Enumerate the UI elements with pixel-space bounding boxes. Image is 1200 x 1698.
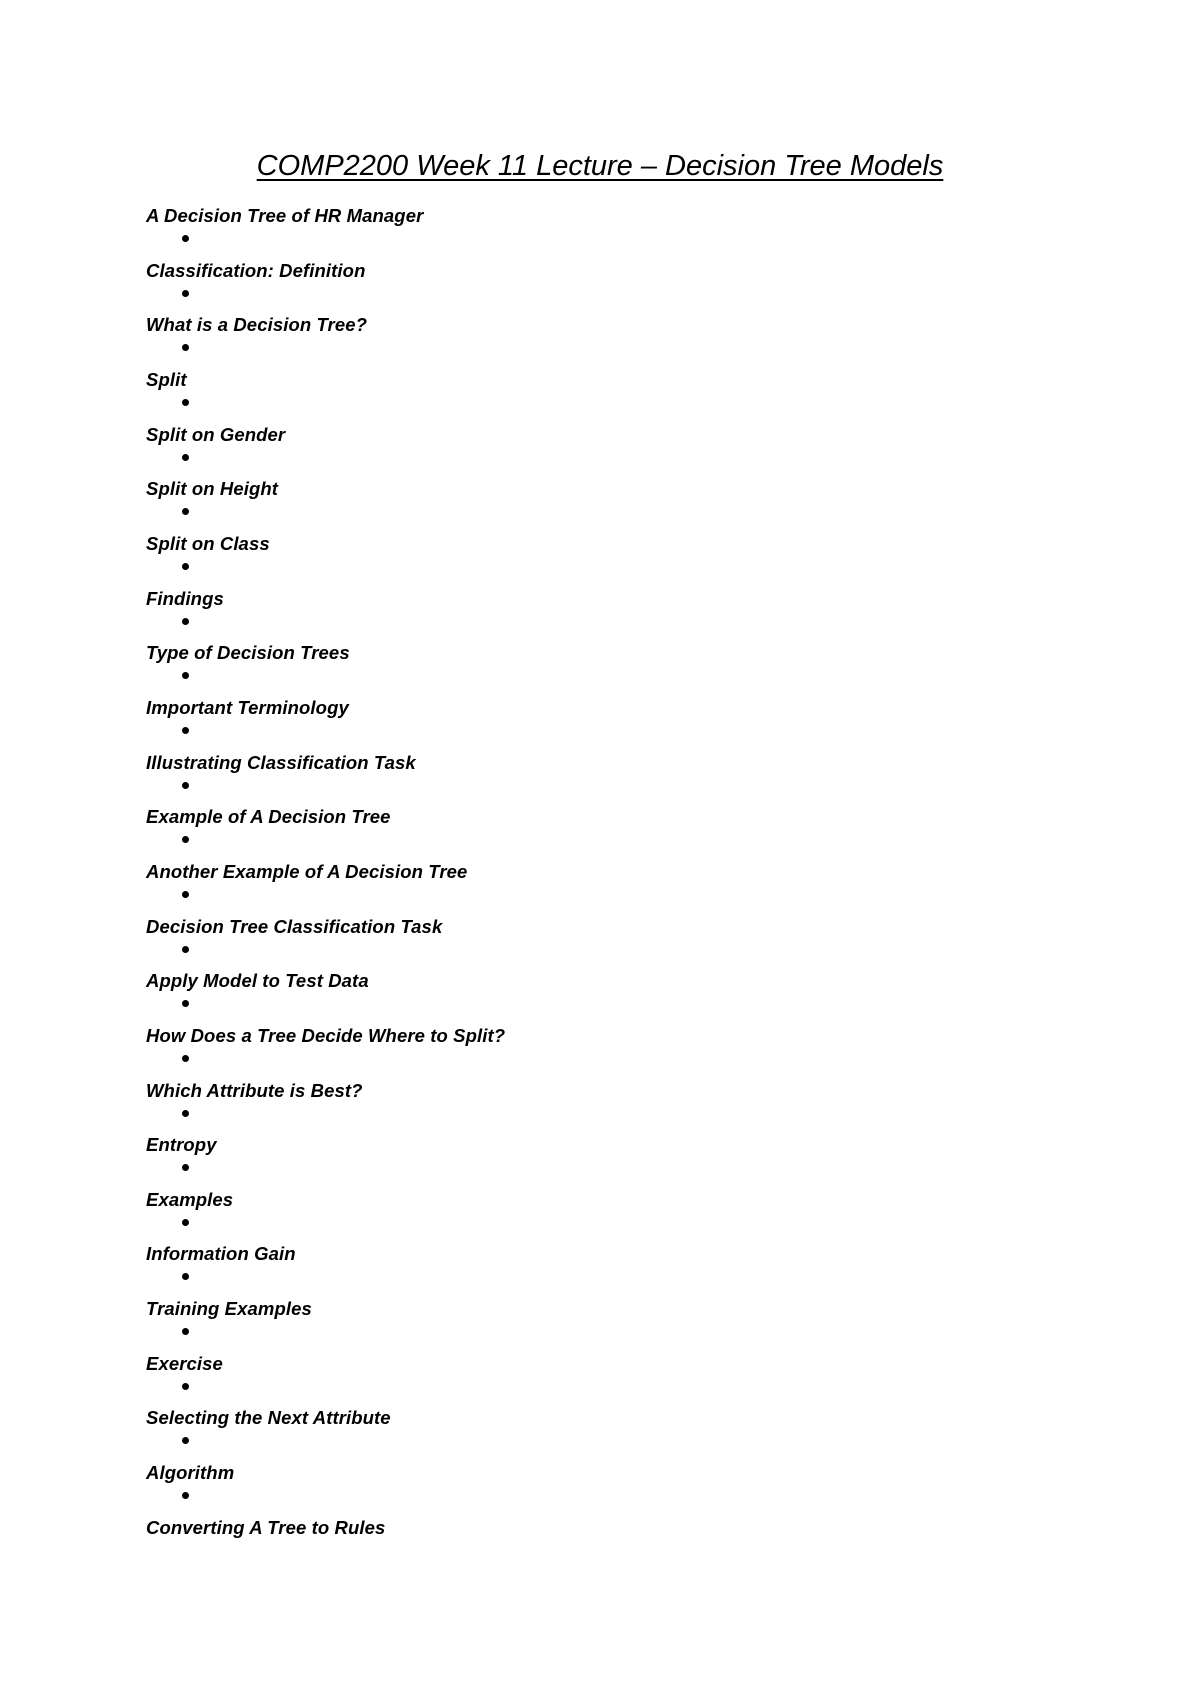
empty-bullet-point xyxy=(146,994,505,1016)
section-heading: Split on Height xyxy=(146,478,279,500)
empty-bullet-point xyxy=(146,1431,505,1453)
section-heading: Training Examples xyxy=(146,1298,312,1320)
bullet-icon xyxy=(182,782,189,789)
section-heading: Which Attribute is Best? xyxy=(146,1079,363,1101)
empty-bullet-point xyxy=(146,1049,505,1071)
empty-bullet-point xyxy=(146,557,505,579)
empty-bullet-point xyxy=(146,1377,505,1399)
section-heading: Apply Model to Test Data xyxy=(146,970,369,992)
section-heading: Examples xyxy=(146,1188,234,1210)
outline-section xyxy=(146,422,505,477)
bullet-icon xyxy=(182,1383,189,1390)
outline-section xyxy=(146,367,505,422)
outline-section xyxy=(146,1460,505,1515)
section-heading: What is a Decision Tree? xyxy=(146,314,368,336)
outline-section xyxy=(146,531,505,586)
section-heading: Illustrating Classification Task xyxy=(146,751,416,773)
bullet-icon xyxy=(182,1273,189,1280)
empty-bullet-point xyxy=(146,1104,505,1126)
bullet-icon xyxy=(182,344,189,351)
bullet-icon xyxy=(182,727,189,734)
empty-bullet-point xyxy=(146,502,505,524)
outline-section xyxy=(146,476,505,531)
bullet-icon xyxy=(182,563,189,570)
outline-section xyxy=(146,1023,505,1078)
outline-section xyxy=(146,914,505,969)
empty-bullet-point xyxy=(146,830,505,852)
outline-section xyxy=(146,312,505,367)
outline-section xyxy=(146,1132,505,1187)
empty-bullet-point xyxy=(146,940,505,962)
section-heading: Split on Class xyxy=(146,532,270,554)
bullet-icon xyxy=(182,1055,189,1062)
bullet-icon xyxy=(182,891,189,898)
bullet-icon xyxy=(182,946,189,953)
empty-bullet-point xyxy=(146,284,505,306)
section-heading: Converting A Tree to Rules xyxy=(146,1516,386,1538)
empty-bullet-point xyxy=(146,1322,505,1344)
empty-bullet-point xyxy=(146,885,505,907)
outline-section xyxy=(146,750,505,805)
section-heading: Information Gain xyxy=(146,1243,296,1265)
outline-section xyxy=(146,1405,505,1460)
bullet-icon xyxy=(182,836,189,843)
outline-section xyxy=(146,1078,505,1133)
bullet-icon xyxy=(182,399,189,406)
lecture-outline xyxy=(146,203,505,1569)
section-heading: Decision Tree Classification Task xyxy=(146,915,443,937)
empty-bullet-point xyxy=(146,721,505,743)
section-heading: Exercise xyxy=(146,1352,223,1374)
bullet-icon xyxy=(182,1328,189,1335)
bullet-icon xyxy=(182,1437,189,1444)
bullet-icon xyxy=(182,1000,189,1007)
bullet-icon xyxy=(182,508,189,515)
empty-bullet-point xyxy=(146,1158,505,1180)
empty-bullet-point xyxy=(146,448,505,470)
bullet-icon xyxy=(182,1110,189,1117)
section-heading: Algorithm xyxy=(146,1462,235,1484)
outline-section xyxy=(146,968,505,1023)
bullet-icon xyxy=(182,618,189,625)
section-heading: Example of A Decision Tree xyxy=(146,806,391,828)
bullet-icon xyxy=(182,1164,189,1171)
outline-section xyxy=(146,203,505,258)
section-heading: Split on Gender xyxy=(146,423,286,445)
bullet-icon xyxy=(182,1219,189,1226)
section-heading: A Decision Tree of HR Manager xyxy=(146,205,424,226)
section-heading: Classification: Definition xyxy=(146,259,366,281)
bullet-icon xyxy=(182,454,189,461)
outline-section xyxy=(146,695,505,750)
empty-bullet-point xyxy=(146,1267,505,1289)
outline-section xyxy=(146,804,505,859)
empty-bullet-point xyxy=(146,666,505,688)
section-heading: Entropy xyxy=(146,1134,217,1156)
section-heading: Findings xyxy=(146,587,224,609)
empty-bullet-point xyxy=(146,612,505,634)
document-title: COMP2200 Week 11 Lecture – Decision Tree Models xyxy=(256,150,944,182)
bullet-icon xyxy=(182,290,189,297)
section-heading: Another Example of A Decision Tree xyxy=(146,860,468,882)
empty-bullet-point xyxy=(146,338,505,360)
empty-bullet-point xyxy=(146,1486,505,1508)
section-heading: How Does a Tree Decide Where to Split? xyxy=(146,1024,506,1046)
bullet-icon xyxy=(182,672,189,679)
section-heading: Type of Decision Trees xyxy=(146,642,350,664)
section-heading: Selecting the Next Attribute xyxy=(146,1407,391,1429)
bullet-icon xyxy=(182,1492,189,1499)
section-heading: Important Terminology xyxy=(146,696,349,718)
outline-section xyxy=(146,586,505,641)
outline-section xyxy=(146,640,505,695)
outline-section xyxy=(146,859,505,914)
outline-section xyxy=(146,1351,505,1406)
outline-section xyxy=(146,1515,505,1570)
outline-section xyxy=(146,258,505,313)
empty-bullet-point xyxy=(146,776,505,798)
bullet-icon xyxy=(182,235,189,242)
outline-section xyxy=(146,1241,505,1296)
empty-bullet-point xyxy=(146,393,505,415)
section-heading: Split xyxy=(146,368,187,390)
empty-bullet-point xyxy=(146,229,505,251)
empty-bullet-point xyxy=(146,1213,505,1235)
outline-section xyxy=(146,1187,505,1242)
outline-section xyxy=(146,1296,505,1351)
